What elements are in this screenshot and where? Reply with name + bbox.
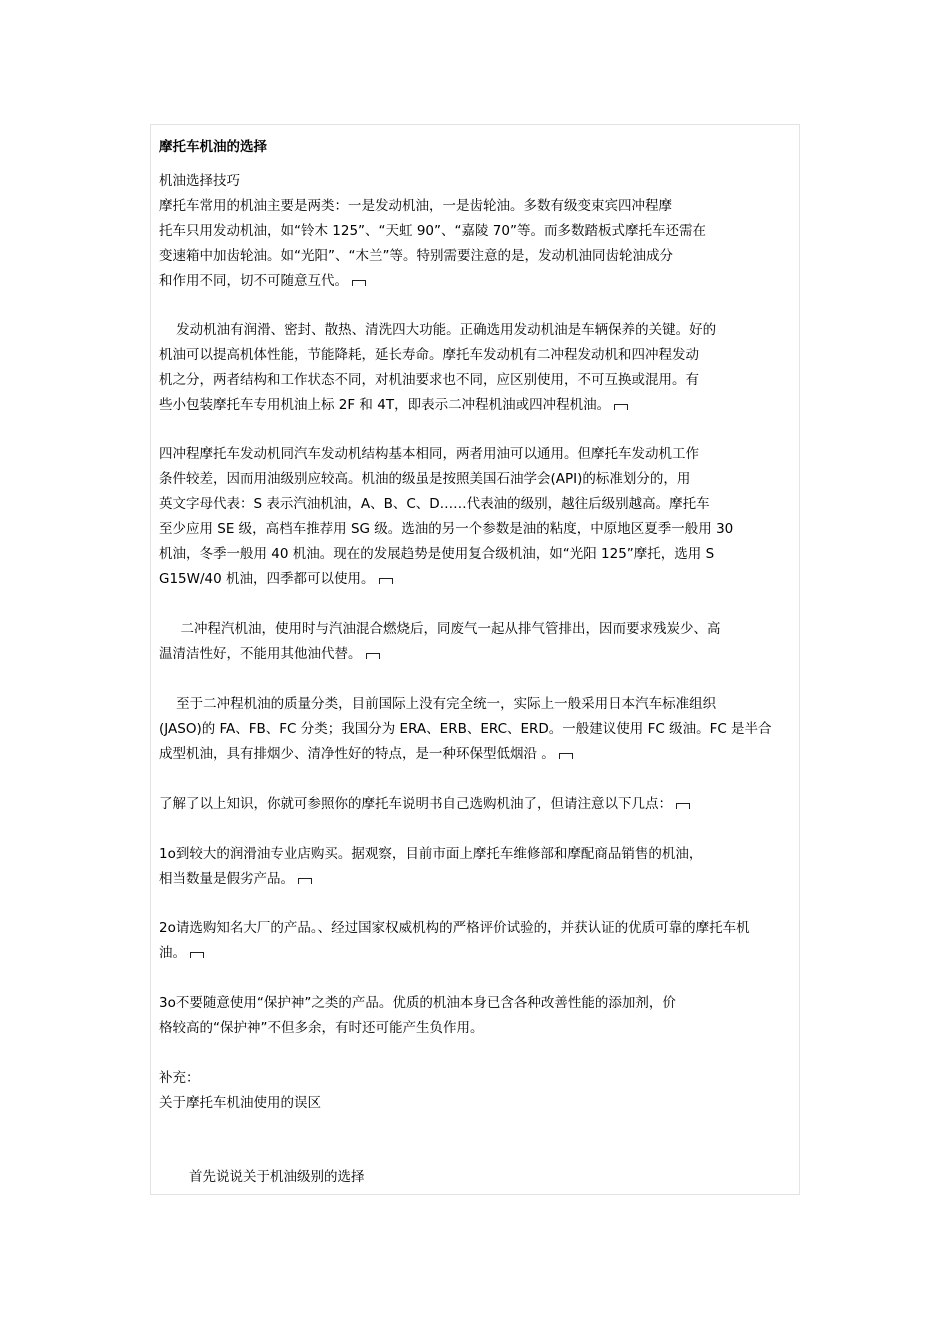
supplement-label: 补充：	[159, 1070, 200, 1086]
paragraph-text: 温清洁性好，不能用其他油代替。	[159, 646, 362, 662]
paragraph-mark-icon	[614, 404, 628, 410]
paragraph-line	[159, 944, 204, 962]
document-title: 摩托车机油的选择	[159, 139, 267, 155]
paragraph-line: 条件较差，因而用油级别应较高。机油的级虽是按照美国石油学会(API)的标准划分的，用	[159, 471, 691, 487]
misconception-title: 关于摩托车机油使用的误区	[159, 1095, 321, 1111]
paragraph-line: 3o不要随意使用“保护神”之类的产品。优质的机油本身已含各种改善性能的添加剂，价	[159, 995, 676, 1011]
paragraph-line: 托车只用发动机油，如“铃木 125”、“天虹 90”、“嘉陵 70”等。而多数踏板式摩托车还需在	[159, 223, 706, 239]
paragraph-text: 了解了以上知识，你就可参照你的摩托车说明书自己选购机油了，但请注意以下几点：	[159, 796, 672, 812]
paragraph-line: 首先说说关于机油级别的选择	[159, 1169, 365, 1185]
paragraph-mark-icon	[676, 803, 690, 809]
paragraph-line	[159, 745, 573, 763]
paragraph-text: 相当数量是假劣产品。	[159, 871, 294, 887]
paragraph-mark-icon	[559, 753, 573, 759]
paragraph-text: 油。	[159, 945, 186, 961]
paragraph-line	[159, 272, 366, 290]
paragraph-line: 发动机油有润滑、密封、散热、清洗四大功能。正确选用发动机油是车辆保养的关键。好的	[159, 322, 717, 338]
paragraph-line	[159, 570, 393, 588]
paragraph-line: 2o请选购知名大厂的产品。、经过国家权威机构的严格评价试验的，并获认证的优质可靠的摩托车机	[159, 920, 750, 936]
paragraph-line: 机之分，两者结构和工作状态不同，对机油要求也不同，应区别使用，不可互换或混用。有	[159, 372, 699, 388]
paragraph-line: 机油，冬季一般用 40 机油。现在的发展趋势是使用复合级机油，如“光阳 125”摩托，选用 S	[159, 546, 715, 562]
paragraph-mark-icon	[298, 878, 312, 884]
paragraph-line: 摩托车常用的机油主要是两类：一是发动机油，一是齿轮油。多数有级变束宾四冲程摩	[159, 198, 672, 214]
section-subtitle: 机油选择技巧	[159, 173, 240, 189]
paragraph-line: 变速箱中加齿轮油。如“光阳”、“木兰”等。特别需要注意的是，发动机油同齿轮油成分	[159, 248, 673, 264]
paragraph-line	[159, 645, 380, 663]
paragraph-line: 四冲程摩托车发动机同汽车发动机结构基本相同，两者用油可以通用。但摩托车发动机工作	[159, 446, 699, 462]
paragraph-line: 英文字母代表：S 表示汽油机油，A、B、C、D……代表油的级别，越往后级别越高。摩托车	[159, 496, 710, 512]
paragraph-line	[159, 795, 690, 813]
paragraph-text: 些小包装摩托车专用机油上标 2F 和 4T，即表示二冲程机油或四冲程机油。	[159, 397, 611, 413]
paragraph-line: 至少应用 SE 级，高档车推荐用 SG 级。选油的另一个参数是油的粘度，中原地区夏季一般用 30	[159, 521, 734, 537]
paragraph-line: 1o到较大的润滑油专业店购买。据观察，目前市面上摩托车维修部和摩配商品销售的机油，	[159, 846, 703, 862]
paragraph-mark-icon	[379, 578, 393, 584]
paragraph-line: (JASO)的 FA、FB、FC 分类；我国分为 ERA、ERB、ERC、ERD。一般建议使用 FC 级油。FC 是半合	[159, 721, 772, 737]
paragraph-text: G15W/40 机油，四季都可以使用。	[159, 571, 375, 587]
paragraph-line	[159, 396, 628, 414]
paragraph-mark-icon	[190, 952, 204, 958]
paragraph-line: 至于二冲程机油的质量分类，目前国际上没有完全统一，实际上一般采用日本汽车标准组织	[159, 696, 717, 712]
paragraph-mark-icon	[352, 280, 366, 286]
paragraph-line: 格较高的“保护神”不但多余，有时还可能产生负作用。	[159, 1020, 484, 1036]
paragraph-mark-icon	[366, 653, 380, 659]
paragraph-line	[159, 870, 312, 888]
paragraph-text: 和作用不同，切不可随意互代。	[159, 273, 348, 289]
paragraph-line: 二冲程汽机油，使用时与汽油混合燃烧后，同废气一起从排气管排出，因而要求残炭少、高	[159, 621, 721, 637]
paragraph-text: 成型机油，具有排烟少、清净性好的特点，是一种环保型低烟沿 。	[159, 746, 555, 762]
paragraph-line: 机油可以提高机体性能，节能降耗，延长寿命。摩托车发动机有二冲程发动机和四冲程发动	[159, 347, 699, 363]
